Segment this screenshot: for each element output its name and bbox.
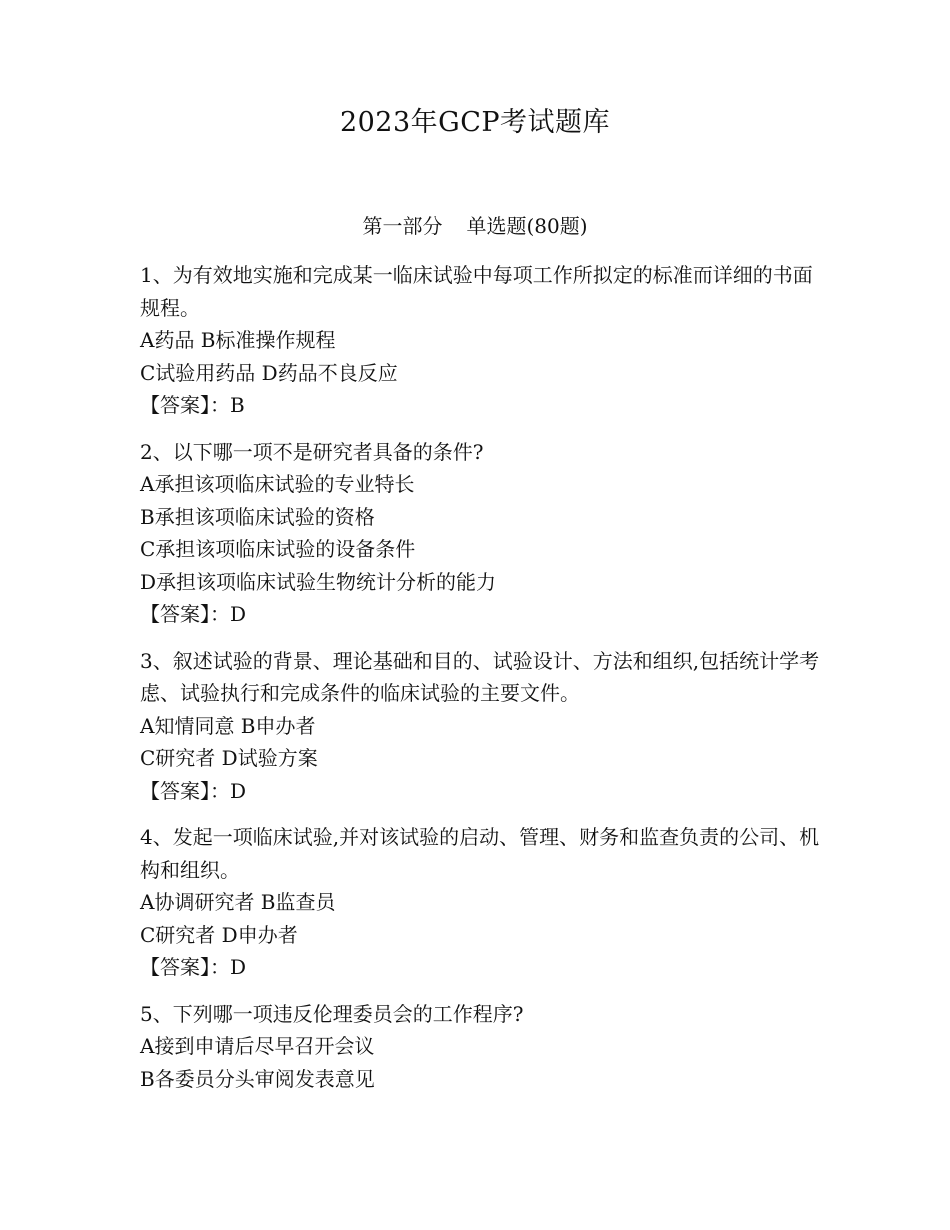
section-part-label: 第一部分 <box>362 214 443 238</box>
document-title: 2023年GCP考试题库 <box>339 107 611 138</box>
question-option-line: B承担该项临床试验的资格 <box>140 504 375 529</box>
question-option-line: C研究者 D申办者 <box>140 922 298 947</box>
section-type-label: 单选题(80题) <box>466 214 588 238</box>
question-answer: 【答案】：D <box>140 955 247 979</box>
question-list <box>140 259 820 1109</box>
question-option-line: C研究者 D试验方案 <box>140 746 318 770</box>
question-1 <box>140 259 820 422</box>
question-option-line: A知情同意 B申办者 <box>140 713 316 738</box>
question-text: 1、为有效地实施和完成某一临床试验中每项工作所拟定的标准而详细的书面规程。 <box>140 263 813 320</box>
question-answer: 【答案】：B <box>140 393 245 417</box>
question-option-line: B各委员分头审阅发表意见 <box>140 1066 375 1091</box>
question-text: 2、以下哪一项不是研究者具备的条件? <box>140 439 484 464</box>
question-5 <box>140 998 820 1096</box>
question-option-line: C试验用药品 D药品不良反应 <box>140 360 398 385</box>
question-option-line: D承担该项临床试验生物统计分析的能力 <box>140 569 497 594</box>
question-option-line: A协调研究者 B监查员 <box>140 890 336 914</box>
question-option-line: C承担该项临床试验的设备条件 <box>140 537 416 561</box>
question-3 <box>140 645 820 808</box>
question-option-line: A承担该项临床试验的专业特长 <box>140 472 415 496</box>
question-option-line: A药品 B标准操作规程 <box>140 328 336 352</box>
question-text: 4、发起一项临床试验,并对该试验的启动、管理、财务和监查负责的公司、机构和组织。 <box>140 825 820 882</box>
question-answer: 【答案】：D <box>140 778 247 803</box>
question-text: 3、叙述试验的背景、理论基础和目的、试验设计、方法和组织,包括统计学考虑、试验执行和完成条件的临床试验的主要文件。 <box>140 648 820 705</box>
question-2 <box>140 436 820 631</box>
question-option-line: A接到申请后尽早召开会议 <box>140 1034 375 1058</box>
question-text: 5、下列哪一项违反伦理委员会的工作程序? <box>140 1001 524 1026</box>
question-4 <box>140 821 820 984</box>
question-answer: 【答案】：D <box>140 602 247 626</box>
section-heading <box>0 210 950 242</box>
